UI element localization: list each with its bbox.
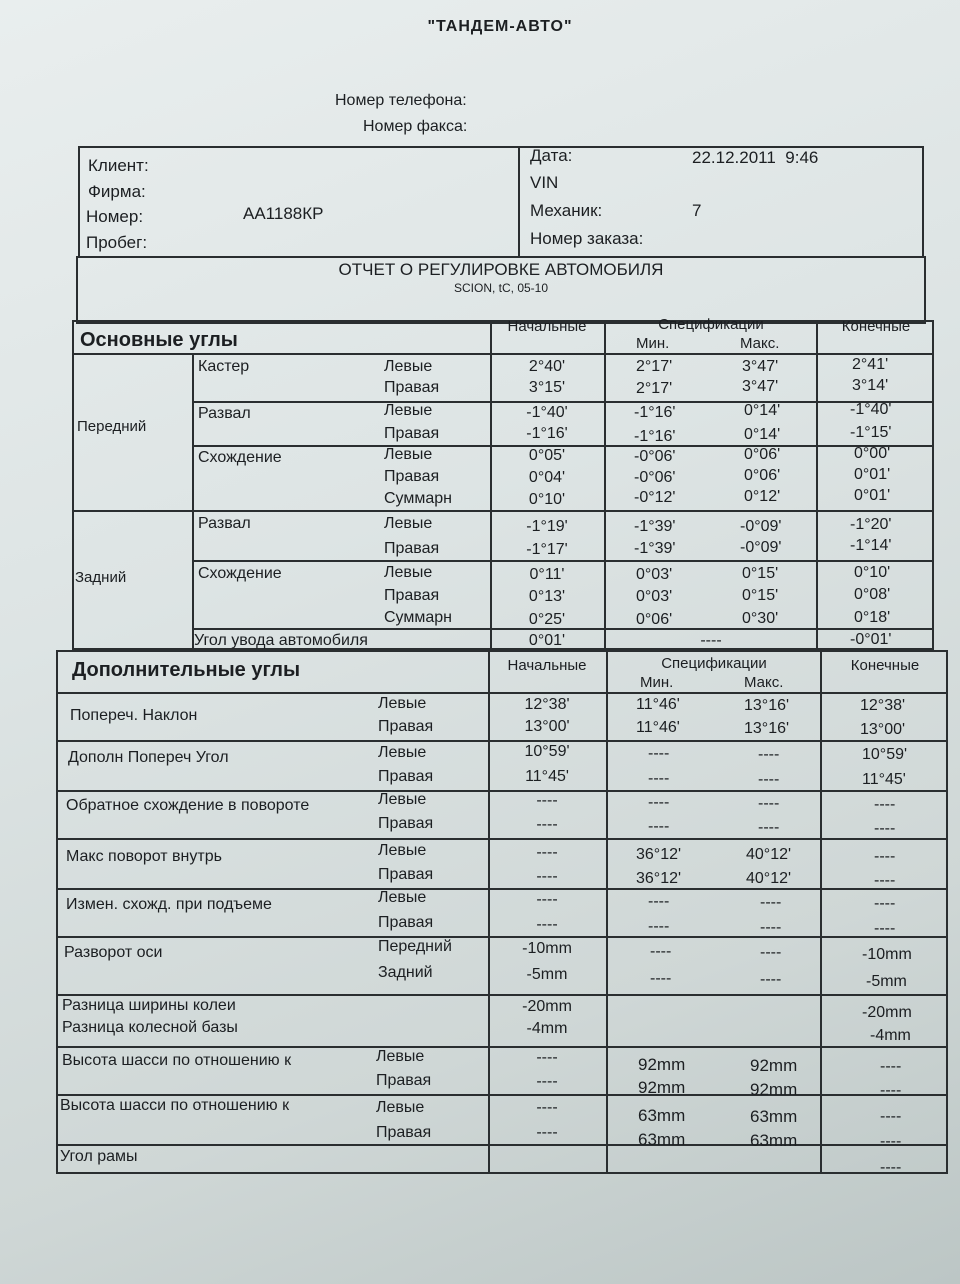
cell-final: 0°08' <box>854 586 891 603</box>
cell-initial: -1°40' <box>526 404 568 421</box>
fax-label: Номер факса: <box>363 118 468 135</box>
cell-final: -5mm <box>866 973 907 990</box>
cell-min: ---- <box>650 943 672 960</box>
thrust-initial: 0°01' <box>528 632 566 649</box>
cell-final: ---- <box>880 1108 902 1125</box>
cell-min: -1°16' <box>634 404 676 421</box>
main-angles-title: Основные углы <box>80 329 238 351</box>
cell-final: -4mm <box>870 1027 911 1044</box>
side-right: Правая <box>378 815 434 832</box>
extra-col-initial: Начальные <box>507 657 587 674</box>
cell-initial: -1°16' <box>526 425 568 442</box>
cell-initial: ---- <box>536 1124 558 1141</box>
front-toe-label: Схождение <box>198 449 282 466</box>
cell-min: 63mm <box>638 1106 686 1125</box>
cell-min: ---- <box>648 918 670 935</box>
side-right: Правая <box>378 768 434 785</box>
side-right: Правая <box>384 379 440 396</box>
extra-col-final: Конечные <box>850 657 920 674</box>
cell-min: 0°03' <box>636 566 673 583</box>
cell-final: -1°15' <box>850 424 892 441</box>
cell-min: 11°46' <box>636 719 680 736</box>
cell-min: 11°46' <box>636 696 680 713</box>
cell-min: 0°06' <box>636 611 673 628</box>
main-col-initial: Начальные <box>507 318 587 335</box>
side-right: Правая <box>376 1124 432 1141</box>
cell-initial: 0°25' <box>528 611 566 628</box>
cell-final: 2°41' <box>852 356 889 373</box>
cell-max: 63mm <box>750 1131 798 1150</box>
side-left: Левые <box>378 695 427 712</box>
cell-final: ---- <box>880 1159 902 1176</box>
front-camber-label: Развал <box>198 405 251 422</box>
cell-initial: 3°15' <box>528 379 566 396</box>
extra-angles-title: Дополнительные углы <box>72 659 301 681</box>
side-left: Левые <box>384 402 433 419</box>
cell-max: 92mm <box>750 1080 798 1099</box>
cell-initial: 2°40' <box>528 358 566 375</box>
cell-final: -1°40' <box>850 401 892 418</box>
cell-final: -1°20' <box>850 516 892 533</box>
cell-max: 0°06' <box>744 467 781 484</box>
side-right: Правая <box>384 425 440 442</box>
cell-final: ---- <box>880 1058 902 1075</box>
side-left: Левые <box>378 889 427 906</box>
cell-min: -1°39' <box>634 518 676 535</box>
cell-max: ---- <box>758 746 780 763</box>
cell-final: ---- <box>874 872 896 889</box>
cell-min: -0°06' <box>634 448 676 465</box>
cell-initial: 11°45' <box>525 768 569 785</box>
cell-min: 2°17' <box>636 380 673 397</box>
side-left: Левые <box>376 1048 425 1065</box>
side-right: Правая <box>384 468 440 485</box>
number-label: Номер: <box>86 207 144 226</box>
cell-final: 0°01' <box>854 487 891 504</box>
main-col-spec: Спецификации <box>658 316 764 333</box>
side-front: Передний <box>378 938 452 955</box>
caster-label: Кастер <box>198 358 250 375</box>
cell-max: 0°14' <box>744 426 781 443</box>
cell-initial: 0°05' <box>528 447 566 464</box>
side-left: Левые <box>376 1099 425 1116</box>
cell-min: -1°39' <box>634 540 676 557</box>
cell-final: 3°14' <box>852 377 889 394</box>
cell-min: 36°12' <box>636 846 682 863</box>
firm-label: Фирма: <box>88 182 146 201</box>
cell-initial: ---- <box>536 792 558 809</box>
cell-max: 0°15' <box>742 565 779 582</box>
group-label: Разворот оси <box>64 944 163 961</box>
cell-final: 10°59' <box>862 746 908 763</box>
cell-max: 0°12' <box>744 488 781 505</box>
cell-max: 0°15' <box>742 587 779 604</box>
cell-final: 0°01' <box>854 466 891 483</box>
cell-min: ---- <box>648 770 670 787</box>
cell-min: -0°12' <box>634 489 676 506</box>
thrust-spec: ---- <box>700 632 722 649</box>
cell-final: ---- <box>880 1133 902 1150</box>
cell-initial: 10°59' <box>524 743 570 760</box>
cell-final: ---- <box>880 1082 902 1099</box>
cell-min: ---- <box>648 893 670 910</box>
side-total: Суммарн <box>384 609 453 626</box>
side-left: Левые <box>384 446 433 463</box>
cell-final: ---- <box>874 920 896 937</box>
number-value: АА1188КР <box>243 204 324 223</box>
cell-max: ---- <box>760 971 782 988</box>
cell-max: 3°47' <box>742 378 779 395</box>
front-label: Передний <box>77 418 147 435</box>
cell-initial: ---- <box>536 1073 558 1090</box>
cell-max: 92mm <box>750 1056 798 1075</box>
cell-max: ---- <box>760 944 782 961</box>
group-label: Высота шасси по отношению к <box>60 1097 290 1114</box>
cell-max: 0°14' <box>744 402 781 419</box>
cell-final: ---- <box>874 796 896 813</box>
cell-min: ---- <box>648 794 670 811</box>
order-label: Номер заказа: <box>530 229 644 248</box>
side-left: Левые <box>384 564 433 581</box>
extra-col-spec: Спецификации <box>661 655 767 672</box>
group-label: Дополн Попереч Угол <box>68 749 229 766</box>
side-right: Правая <box>378 914 434 931</box>
cell-max: ---- <box>760 919 782 936</box>
cell-final: 11°45' <box>862 771 906 788</box>
group-label: Обратное схождение в повороте <box>66 797 310 814</box>
cell-initial: ---- <box>536 1049 558 1066</box>
cell-final: ---- <box>874 848 896 865</box>
mechanic-label: Механик: <box>530 201 603 220</box>
cell-min: 2°17' <box>636 358 673 375</box>
extra-col-min: Мин. <box>640 674 674 691</box>
cell-final: ---- <box>874 820 896 837</box>
cell-initial: ---- <box>536 916 558 933</box>
cell-initial: ---- <box>536 868 558 885</box>
cell-min: 92mm <box>638 1055 686 1074</box>
rear-label: Задний <box>75 569 127 586</box>
cell-max: 0°30' <box>742 610 779 627</box>
client-label: Клиент: <box>88 156 149 175</box>
vin-label: VIN <box>530 173 559 192</box>
cell-min: -0°06' <box>634 469 676 486</box>
cell-final: 12°38' <box>860 697 906 714</box>
side-right: Правая <box>384 540 440 557</box>
side-left: Левые <box>378 842 427 859</box>
cell-final: -20mm <box>862 1004 912 1021</box>
cell-max: -0°09' <box>740 539 782 556</box>
cell-initial: ---- <box>536 891 558 908</box>
cell-initial: ---- <box>536 844 558 861</box>
side-rear: Задний <box>378 964 433 981</box>
side-left: Левые <box>384 358 433 375</box>
rear-toe-label: Схождение <box>198 565 282 582</box>
date-value: 22.12.2011 9:46 <box>692 148 819 167</box>
cell-max: 3°47' <box>742 358 779 375</box>
cell-initial: 0°04' <box>528 469 566 486</box>
side-left: Левые <box>378 744 427 761</box>
side-right: Правая <box>378 866 434 883</box>
cell-min: ---- <box>648 818 670 835</box>
extra-col-max: Макс. <box>744 674 784 691</box>
cell-min: 36°12' <box>636 870 682 887</box>
group-label: Попереч. Наклон <box>70 707 198 724</box>
cell-final: 0°00' <box>854 445 891 462</box>
cell-initial: -1°17' <box>526 541 568 558</box>
cell-initial: -1°19' <box>526 518 568 535</box>
cell-initial: -10mm <box>522 940 572 957</box>
cell-initial: -20mm <box>522 998 572 1015</box>
group-label: Разница ширины колеи <box>62 997 236 1014</box>
cell-initial: -5mm <box>526 966 568 983</box>
side-left: Левые <box>378 791 427 808</box>
cell-max: -0°09' <box>740 518 782 535</box>
side-right: Правая <box>378 718 434 735</box>
cell-final: 13°00' <box>860 721 906 738</box>
cell-initial: 12°38' <box>524 696 570 713</box>
side-right: Правая <box>384 587 440 604</box>
group-label: Угол рамы <box>60 1148 138 1165</box>
cell-max: 40°12' <box>746 870 792 887</box>
cell-min: 92mm <box>638 1078 686 1097</box>
report-subtitle: SCION, tC, 05-10 <box>453 281 549 295</box>
cell-initial: 0°13' <box>528 588 566 605</box>
cell-min: ---- <box>648 745 670 762</box>
side-total: Суммарн <box>384 490 453 507</box>
cell-final: 0°10' <box>854 564 891 581</box>
company-name: "ТАНДЕМ-АВТО" <box>427 18 573 35</box>
group-label: Макс поворот внутрь <box>66 848 222 865</box>
main-col-max: Макс. <box>740 335 780 352</box>
side-right: Правая <box>376 1072 432 1089</box>
cell-max: ---- <box>760 894 782 911</box>
cell-initial: 13°00' <box>524 718 570 735</box>
date-label: Дата: <box>530 146 573 165</box>
side-left: Левые <box>384 515 433 532</box>
main-col-final: Конечные <box>841 318 911 335</box>
group-label: Разница колесной базы <box>62 1019 238 1036</box>
cell-initial: 0°10' <box>528 491 566 508</box>
cell-min: 63mm <box>638 1130 686 1149</box>
phone-label: Номер телефона: <box>335 92 467 109</box>
thrust-label: Угол увода автомобиля <box>194 632 368 649</box>
cell-final: 0°18' <box>854 609 891 626</box>
mechanic-value: 7 <box>692 201 702 220</box>
cell-max: ---- <box>758 771 780 788</box>
cell-initial: -4mm <box>526 1020 568 1037</box>
thrust-final: -0°01' <box>850 631 892 648</box>
cell-min: -1°16' <box>634 428 676 445</box>
cell-max: 63mm <box>750 1107 798 1126</box>
cell-max: 13°16' <box>744 720 790 737</box>
cell-initial: 0°11' <box>529 566 565 583</box>
cell-max: 0°06' <box>744 446 781 463</box>
info-divider <box>518 146 520 258</box>
cell-final: -1°14' <box>850 537 892 554</box>
report-title: ОТЧЕТ О РЕГУЛИРОВКЕ АВТОМОБИЛЯ <box>338 260 664 279</box>
cell-initial: ---- <box>536 1099 558 1116</box>
cell-max: 13°16' <box>744 697 790 714</box>
cell-final: ---- <box>874 895 896 912</box>
cell-initial: ---- <box>536 816 558 833</box>
group-label: Измен. схожд. при подъеме <box>66 896 272 913</box>
cell-max: ---- <box>758 819 780 836</box>
cell-max: 40°12' <box>746 846 792 863</box>
mileage-label: Пробег: <box>86 233 148 252</box>
cell-final: -10mm <box>862 946 912 963</box>
cell-max: ---- <box>758 795 780 812</box>
group-label: Высота шасси по отношению к <box>62 1052 292 1069</box>
main-col-min: Мин. <box>636 335 670 352</box>
cell-min: ---- <box>650 970 672 987</box>
rear-camber-label: Развал <box>198 515 251 532</box>
cell-min: 0°03' <box>636 588 673 605</box>
